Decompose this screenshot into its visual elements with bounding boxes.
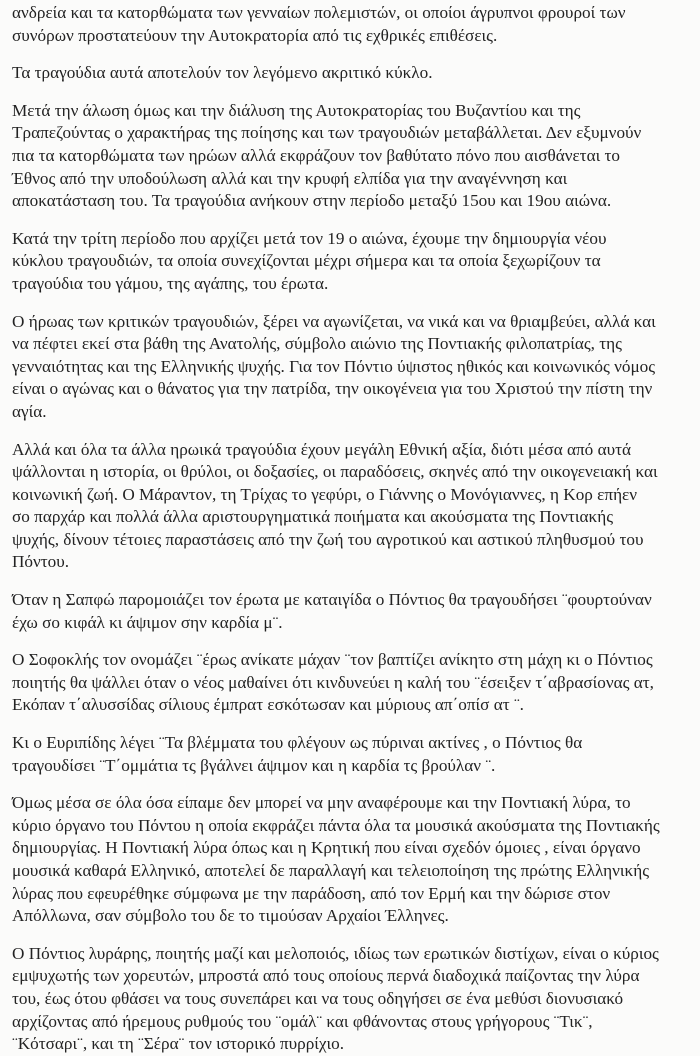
- text-line: έχω σο κιφάλ κι άψιμον σην καρδία μ¨.: [12, 612, 283, 632]
- text-line: λύρας που εφευρέθηκε σύμφωνα με την παράδοση, από τον Ερμή και την δώρισε στον: [12, 883, 611, 903]
- text-line: ψάλλονται η ιστορία, οι θρύλοι, οι δοξασίες, οι παραδόσεις, σκηνές από την οικογενειακή και: [12, 462, 658, 482]
- paragraph: [12, 943, 692, 1056]
- text-line: αρχίζοντας από ήρεμους ρυθμούς του ¨ομάλ¨ και φθάνοντας στους γρήγορους ¨Τικ¨,: [12, 1011, 593, 1031]
- paragraph: [12, 100, 692, 213]
- text-line: Απόλλωνα, σαν σύμβολο του δε το τιμούσαν Αρχαίοι Έλληνες.: [12, 906, 449, 926]
- text-line: Ο Σοφοκλής τον ονομάζει ¨έρως ανίκατε μάχαν ¨τον βαπτίζει ανίκητο στη μάχη κι ο Πόντιος: [12, 650, 653, 670]
- text-line: να πέφτει εκεί στα βάθη της Ανατολής, σύμβολο αιώνιο της Ποντιακής φιλοπατρίας, της: [12, 334, 622, 354]
- text-line: κύριο όργανο του Πόντου η οποία εκφράζει πάντα όλα τα μουσικά ακούσματα της Ποντιακής: [12, 815, 660, 835]
- text-line: Ο Πόντιος λυράρης, ποιητής μαζί και μελοποιός, ιδίως των ερωτικών διστίχων, είναι ο κύριος: [12, 943, 659, 963]
- text-line: αγία.: [12, 401, 47, 421]
- paragraph: [12, 228, 692, 296]
- text-line: σο παρχάρ και πολλά άλλα αριστουργηματικά ποιήματα και ακούσματα της Ποντιακής: [12, 507, 613, 527]
- paragraph: [12, 439, 692, 575]
- text-line: τραγουδίσει ¨Τ΄ομμάτια τς βγάλνει άψιμον και η καρδία τς βρούλαν ¨.: [12, 755, 496, 775]
- text-line: ¨Κότσαρι¨, και τη ¨Σέρα¨ τον ιστορικό πυρρίχιο.: [12, 1034, 345, 1054]
- text-line: Τραπεζούντας ο χαρακτήρας της ποίησης και των τραγουδιών μεταβάλλεται. Δεν εξυμνούν: [12, 123, 642, 143]
- text-line: Κατά την τρίτη περίοδο που αρχίζει μετά τον 19 ο αιώνα, έχουμε την δημιουργία νέου: [12, 228, 607, 248]
- text-line: Μετά την άλωση όμως και την διάλυση της Αυτοκρατορίας του Βυζαντίου και της: [12, 100, 581, 120]
- text-line: ποιητής θα ψάλλει όταν ο νέος μαθαίνει ότι κινδυνεύει η καλή του ¨έσειξεν τ΄αβρασίονας ατ,: [12, 672, 654, 692]
- text-line: ψυχής, δίνουν τέτοιες παραστάσεις από την ζωή του αγροτικού και αστικού πληθυσμού του: [12, 529, 644, 549]
- text-line: αποκατάσταση του. Τα τραγούδια ανήκουν στην περίοδο μεταξύ 15ου και 19ου αιώνα.: [12, 191, 612, 211]
- text-line: Όμως μέσα σε όλα όσα είπαμε δεν μπορεί να μην αναφέρουμε και την Ποντιακή λύρα, το: [12, 793, 631, 813]
- paragraph: [12, 62, 692, 85]
- text-line: τραγούδια του γάμου, της αγάπης, του έρωτα.: [12, 273, 329, 293]
- paragraph: [12, 311, 692, 424]
- text-line: κοινωνική ζωή. Ο Μάραντον, τη Τρίχας το γεφύρι, ο Γιάννης ο Μονόγιαννες, η Κορ επήεν: [12, 484, 638, 504]
- text-line: Ο ήρωας των κριτικών τραγουδιών, ξέρει να αγωνίζεται, να νικά και να θριαμβεύει, αλλά και: [12, 311, 656, 331]
- text-line: ανδρεία και τα κατορθώματα των γενναίων πολεμιστών, οι οποίοι άγρυπνοι φρουροί των: [12, 3, 626, 22]
- text-line: πια τα κατορθώματα των ηρώων αλλά εκφράζουν τον βαθύτατο πόνο που αισθάνεται το: [12, 145, 621, 165]
- paragraph: [12, 2, 692, 47]
- paragraph: [12, 732, 692, 777]
- text-line: Κι ο Ευριπίδης λέγει ¨Τα βλέμματα του φλέγουν ως πύριναι ακτίνες , ο Πόντιος θα: [12, 733, 583, 753]
- text-line: Όταν η Σαπφώ παρομοιάζει τον έρωτα με καταιγίδα ο Πόντιος θα τραγουδήσει ¨φουρτούναν: [12, 590, 652, 610]
- text-line: δημιουργίας. Η Ποντιακή λύρα όπως και η Κρητική που είναι σχεδόν όμοιες , είναι όργανο: [12, 838, 641, 858]
- text-line: Αλλά και όλα τα άλλα ηρωικά τραγούδια έχουν μεγάλη Εθνική αξία, διότι μέσα από αυτά: [12, 439, 632, 459]
- text-line: μουσικά καθαρά Ελληνικό, αποτελεί δε παραλλαγή και τελειοποίηση της πρώτης Ελληνικής: [12, 861, 650, 880]
- text-line: Έθνος από την υποδούλωση αλλά και την κρυφή ελπίδα για την αναγέννηση και: [12, 168, 568, 188]
- paragraph: [12, 589, 692, 634]
- text-line: του, έως ότου φθάσει να τους συνεπάρει και να τους οδηγήσει σε ένα μεθύσι διονυσιακό: [12, 988, 624, 1008]
- document-body: [12, 2, 692, 1056]
- text-line: συνόρων προστατεύουν την Αυτοκρατορία από τις εχθρικές επιθέσεις.: [12, 25, 498, 45]
- text-line: εμψυχωτής των χορευτών, μπροστά από τους οποίους περνά διαδοχικά παίζοντας την λύρα: [12, 966, 640, 986]
- text-line: Πόντου.: [12, 552, 70, 572]
- paragraph: [12, 649, 692, 717]
- paragraph: [12, 792, 692, 928]
- text-line: γενναιότητας και της Ελληνικής ψυχής. Για τον Πόντιο ύψιστος ηθικός και κοινωνικός νόμος: [12, 356, 656, 376]
- text-line: είναι ο αγώνας και ο θάνατος για την πατρίδα, την οικογένεια για του Χριστού την πίστη την: [12, 379, 653, 399]
- text-line: κύκλου τραγουδιών, τα οποία συνεχίζονται μέχρι σήμερα και τα οποία ξεχωρίζουν τα: [12, 251, 601, 271]
- text-line: Τα τραγούδια αυτά αποτελούν τον λεγόμενο ακριτικό κύκλο.: [12, 63, 433, 83]
- text-line: Εκόπαν τ΄αλυσσίδας σίλιους έμπρατ εσκότωσαν και μύριους απ΄οπίσ ατ ¨.: [12, 695, 524, 715]
